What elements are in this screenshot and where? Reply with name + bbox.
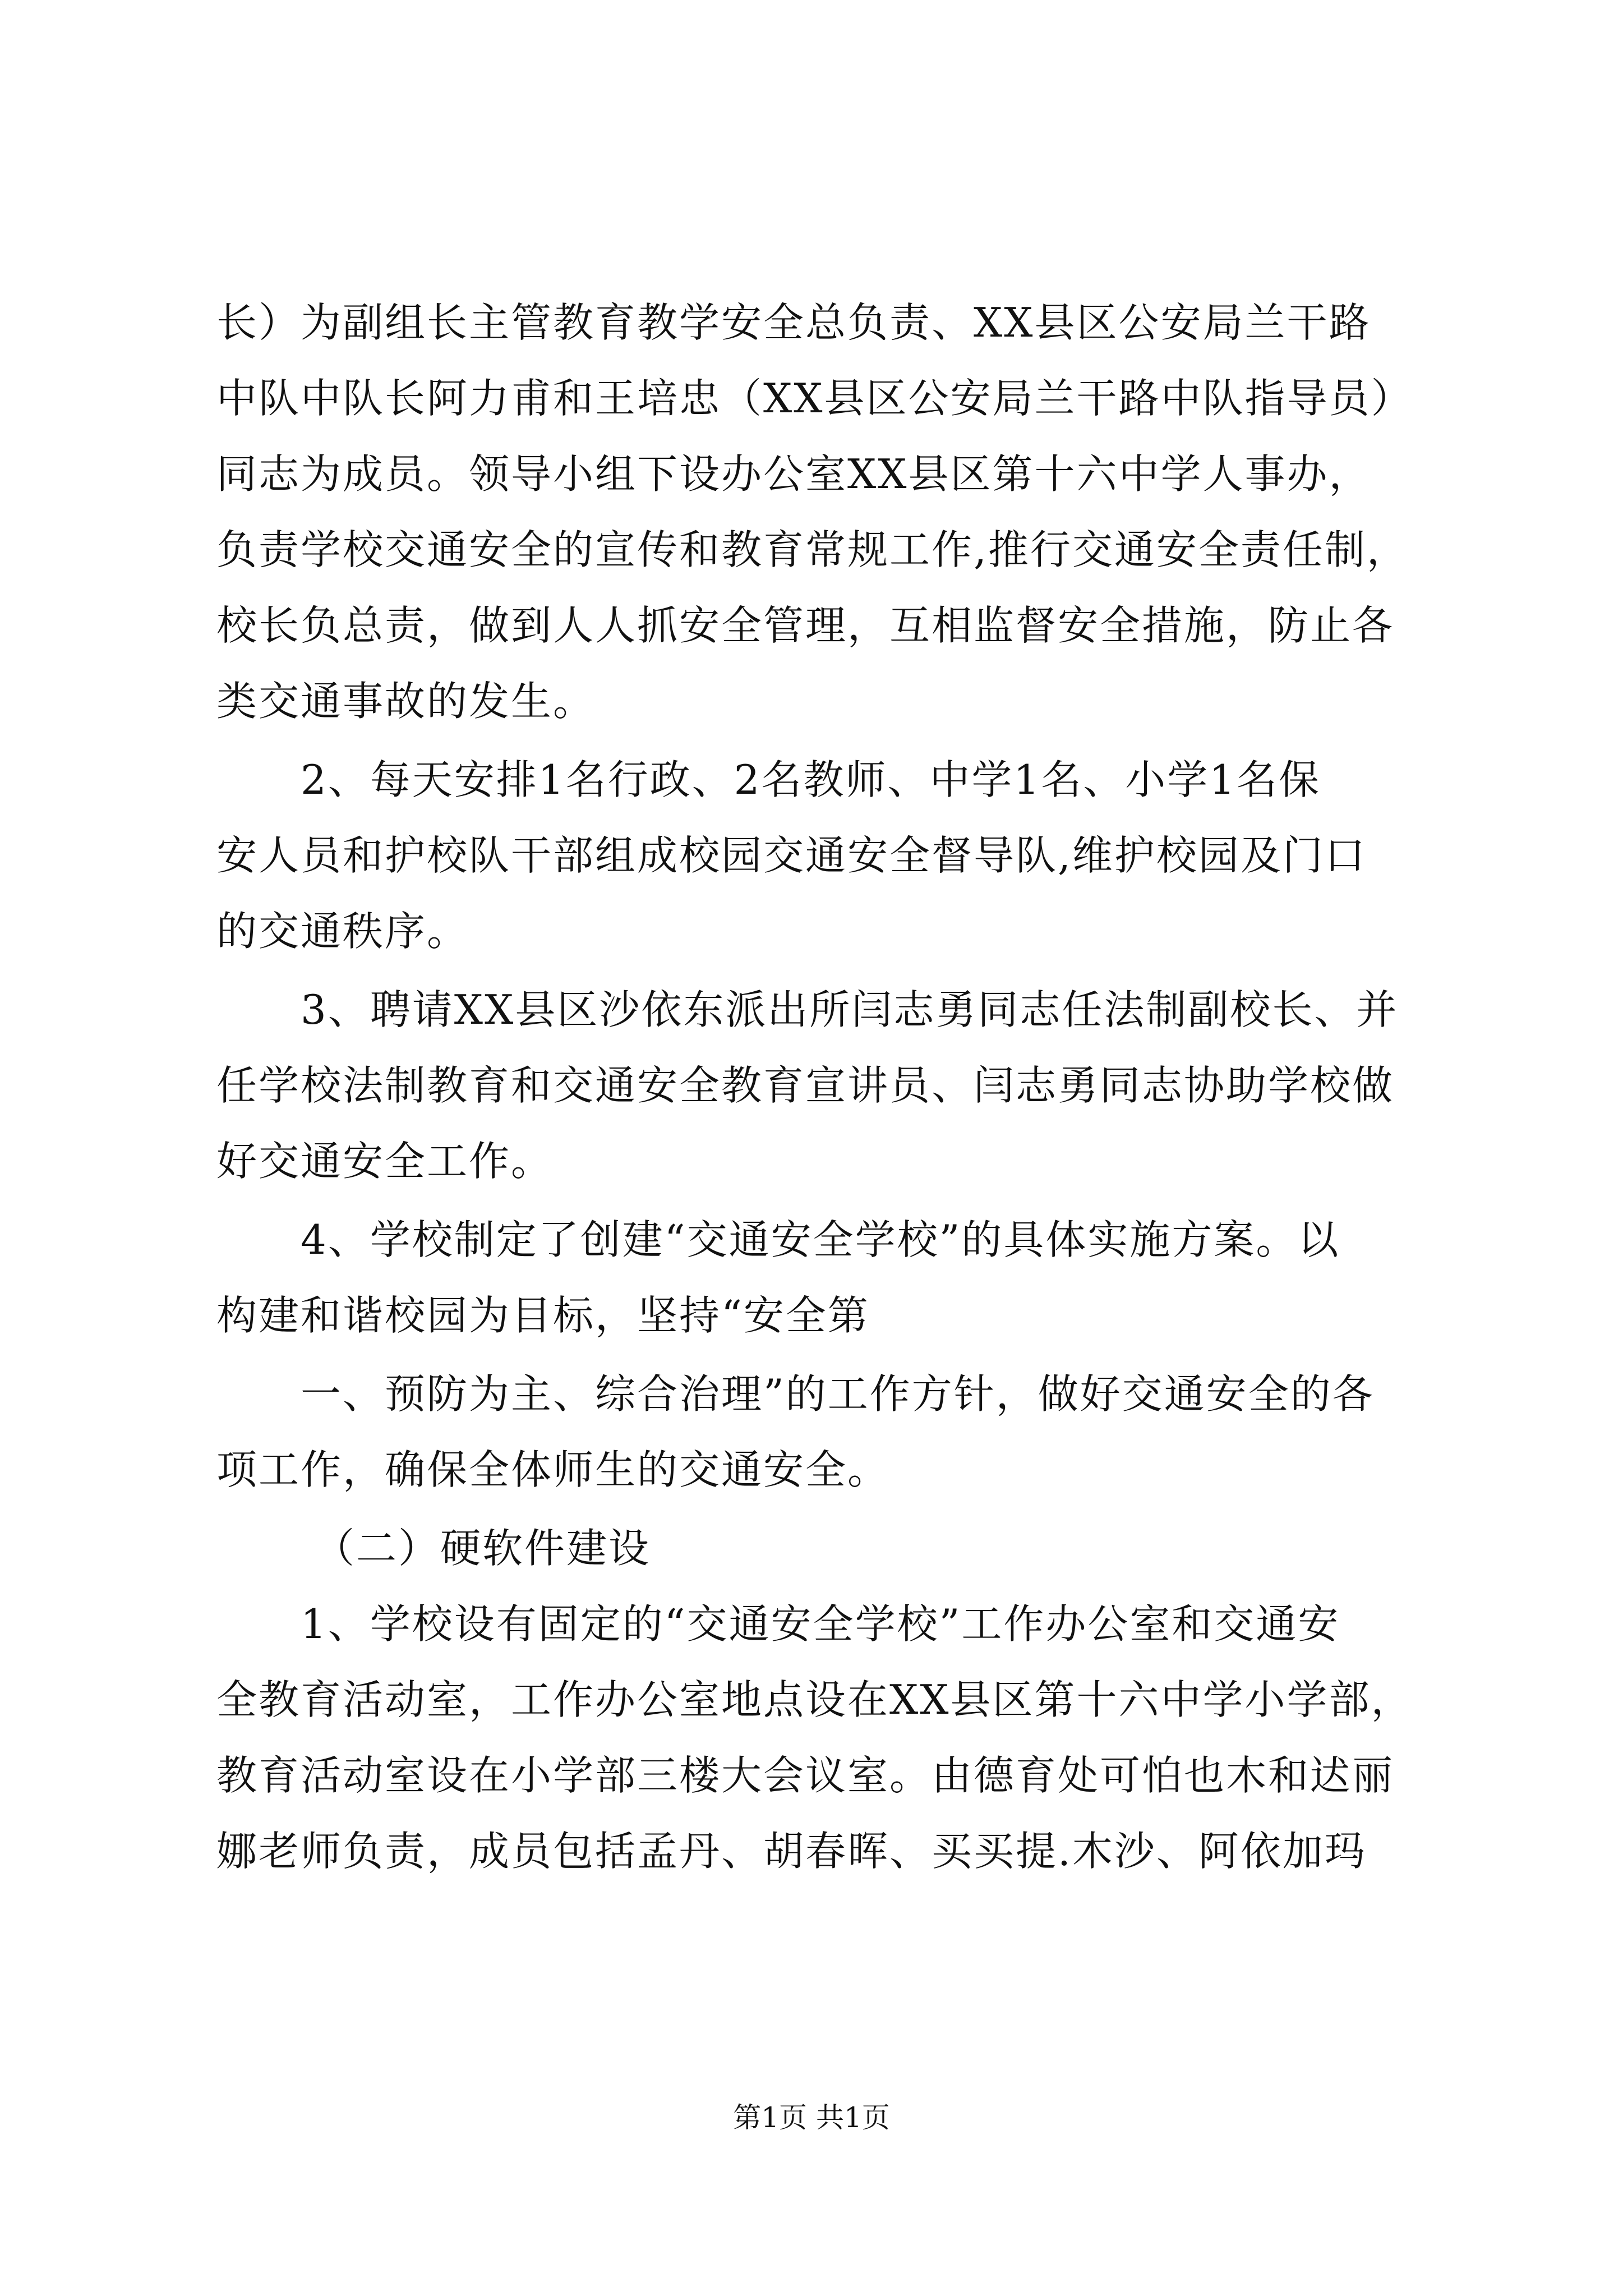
text-line: 长）为副组长主管教育教学安全总负责、XX县区公安局兰干路	[216, 299, 1371, 346]
text-line: 构建和谐校园为目标，坚持“安全第	[216, 1292, 870, 1339]
text-line: 校长负总责，做到人人抓安全管理，互相监督安全措施，防止各	[216, 602, 1395, 649]
text-line: 一、预防为主、综合治理”的工作方针，做好交通安全的各	[301, 1370, 1375, 1418]
text-line: 娜老师负责，成员包括孟丹、胡春晖、买买提.木沙、阿依加玛	[216, 1828, 1367, 1875]
text-line: 负责学校交通安全的宣传和教育常规工作,推行交通安全责任制，	[216, 526, 1409, 573]
text-line: 3、聘请XX县区沙依东派出所闫志勇同志任法制副校长、并	[301, 986, 1399, 1033]
section-heading: （二）硬软件建设	[314, 1525, 651, 1572]
text-line: 同志为成员。领导小组下设办公室XX县区第十六中学人事办，	[216, 450, 1371, 498]
text-line: 安人员和护校队干部组成校园交通安全督导队,维护校园及门口	[216, 832, 1367, 879]
text-line: 教育活动室设在小学部三楼大会议室。由德育处可怕也木和迖丽	[216, 1752, 1395, 1799]
text-line: 任学校法制教育和交通安全教育宣讲员、闫志勇同志协助学校做	[216, 1062, 1395, 1109]
text-line: 2、每天安排1名行政、2名教师、中学1名、小学1名保	[301, 756, 1321, 803]
page-footer: 第1页 共1页	[733, 2101, 890, 2134]
text-line: 好交通安全工作。	[216, 1138, 554, 1185]
text-line: 全教育活动室，工作办公室地点设在XX县区第十六中学小学部，	[216, 1676, 1413, 1723]
text-line: 类交通事故的发生。	[216, 678, 596, 725]
text-line: 1、学校设有固定的“交通安全学校”工作办公室和交通安	[301, 1600, 1340, 1648]
text-line: 的交通秩序。	[216, 908, 469, 955]
text-line: 中队中队长阿力甫和王培忠（XX县区公安局兰干路中队指导员）	[216, 375, 1413, 422]
text-line: 4、学校制定了创建“交通安全学校”的具体实施方案。以	[301, 1216, 1340, 1263]
text-line: 项工作，确保全体师生的交通安全。	[216, 1446, 890, 1493]
